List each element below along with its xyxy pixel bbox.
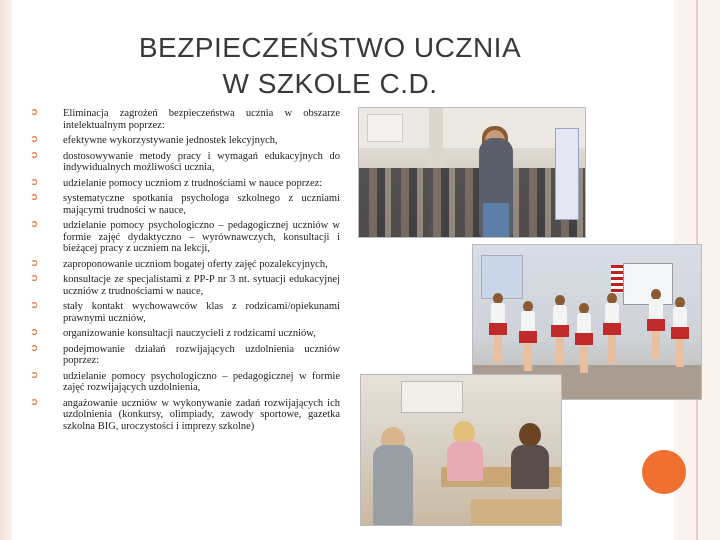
- photo-dancer: [491, 293, 505, 363]
- photo-student: [447, 441, 483, 481]
- bullet-text: udzielanie pomocy uczniom z trudnościami w nauce poprzez:: [63, 177, 323, 189]
- photo-student: [511, 445, 549, 489]
- bullet-text: konsultacje ze specjalistami z PP-P nr 3 nt. sytuacji edukacyjnej uczniów z trudnościami w nauce,: [63, 274, 340, 297]
- curved-arrow-bullet-icon: ➲: [30, 257, 39, 269]
- photo-dancer: [521, 301, 535, 371]
- bullet-text: zaproponowanie uczniom bogatej oferty zajęć pozalekcyjnych,: [63, 258, 328, 270]
- photo-desk: [471, 499, 561, 525]
- bullet-text: efektywne wykorzystywanie jednostek lekcyjnych,: [63, 135, 278, 146]
- accent-circle-decoration: [642, 450, 686, 494]
- photo-dancer: [553, 295, 567, 365]
- curved-arrow-bullet-icon: ➲: [30, 300, 39, 311]
- bullet-text: organizowanie konsultacji nauczycieli z rodzicami uczniów,: [63, 328, 316, 339]
- photo-dancer: [605, 293, 619, 363]
- bullet-item: [30, 178, 340, 190]
- slide-title-line-1: BEZPIECZEŃSTWO UCZNIA: [138, 32, 522, 63]
- curved-arrow-bullet-icon: ➲: [30, 107, 39, 118]
- bullet-text: angażowanie uczniów w wykonywanie zadań rozwijających ich uzdolnienia (konkursy, olimpiady, zawody sportowe, gazetka szkolna BIG, uroczystości i imprezy szkolne): [63, 397, 340, 432]
- curved-arrow-bullet-icon: ➲: [30, 192, 39, 203]
- slide-frame-left: [0, 0, 12, 540]
- photo-banner: [555, 128, 579, 220]
- photo-classroom: [360, 374, 562, 526]
- photo-crowd: [359, 168, 585, 237]
- curved-arrow-bullet-icon: ➲: [30, 149, 39, 161]
- bullet-item: [30, 220, 340, 255]
- curved-arrow-bullet-icon: ➲: [30, 369, 39, 381]
- bullet-item: [30, 108, 340, 131]
- bullet-text: udzielanie pomocy psychologiczno – pedagogicznej w formie zajęć rozwijających uzdolnienia,: [63, 370, 340, 393]
- curved-arrow-bullet-icon: ➲: [30, 176, 39, 188]
- bullet-item: [30, 135, 340, 147]
- bullet-item: [30, 344, 340, 367]
- photo-dancer: [577, 303, 591, 373]
- curved-arrow-bullet-icon: ➲: [30, 134, 39, 145]
- bullet-text: systematyczne spotkania psychologa szkolnego z uczniami mającymi trudności w nauce,: [63, 193, 340, 216]
- curved-arrow-bullet-icon: ➲: [30, 396, 39, 408]
- bullet-item: [30, 274, 340, 297]
- bullet-item: [30, 151, 340, 174]
- photo-dancer: [673, 297, 687, 367]
- bullet-item: [30, 259, 340, 271]
- photo-dancer: [649, 289, 663, 359]
- bullet-text: stały kontakt wychowawców klas z rodzicami/opiekunami prawnymi uczniów,: [63, 301, 340, 324]
- bullet-text: udzielanie pomocy psychologiczno – pedagogicznej uczniów w formie zajęć dydaktyczno – wyrównawczych, konsultacji i bieżącej pracy z uczniem na lekcji,: [63, 220, 340, 254]
- bullet-text: podejmowanie działań rozwijających uzdolnienia uczniów poprzez:: [63, 343, 340, 366]
- bullet-item: [30, 193, 340, 216]
- photo-student: [373, 445, 413, 525]
- photo-projector-screen: [623, 263, 673, 305]
- curved-arrow-bullet-icon: ➲: [30, 327, 39, 338]
- slide-title-line-2: W SZKOLE C.D.: [222, 68, 438, 99]
- bullet-text: Eliminacja zagrożeń bezpieczeństwa ucznia w obszarze intelektualnym poprzez:: [63, 108, 340, 131]
- bullet-text: dostosowywanie metody pracy i wymagań edukacyjnych do indywidualnych możliwości ucznia,: [63, 150, 340, 173]
- curved-arrow-bullet-icon: ➲: [30, 342, 39, 354]
- slide-title: [60, 30, 600, 102]
- photo-student-singing: [358, 107, 586, 238]
- bullet-item: [30, 301, 340, 324]
- bullet-item: [30, 328, 340, 340]
- bullet-list: [30, 108, 340, 436]
- bullet-item: [30, 398, 340, 433]
- curved-arrow-bullet-icon: ➲: [30, 273, 39, 284]
- curved-arrow-bullet-icon: ➲: [30, 219, 39, 230]
- bullet-item: [30, 371, 340, 394]
